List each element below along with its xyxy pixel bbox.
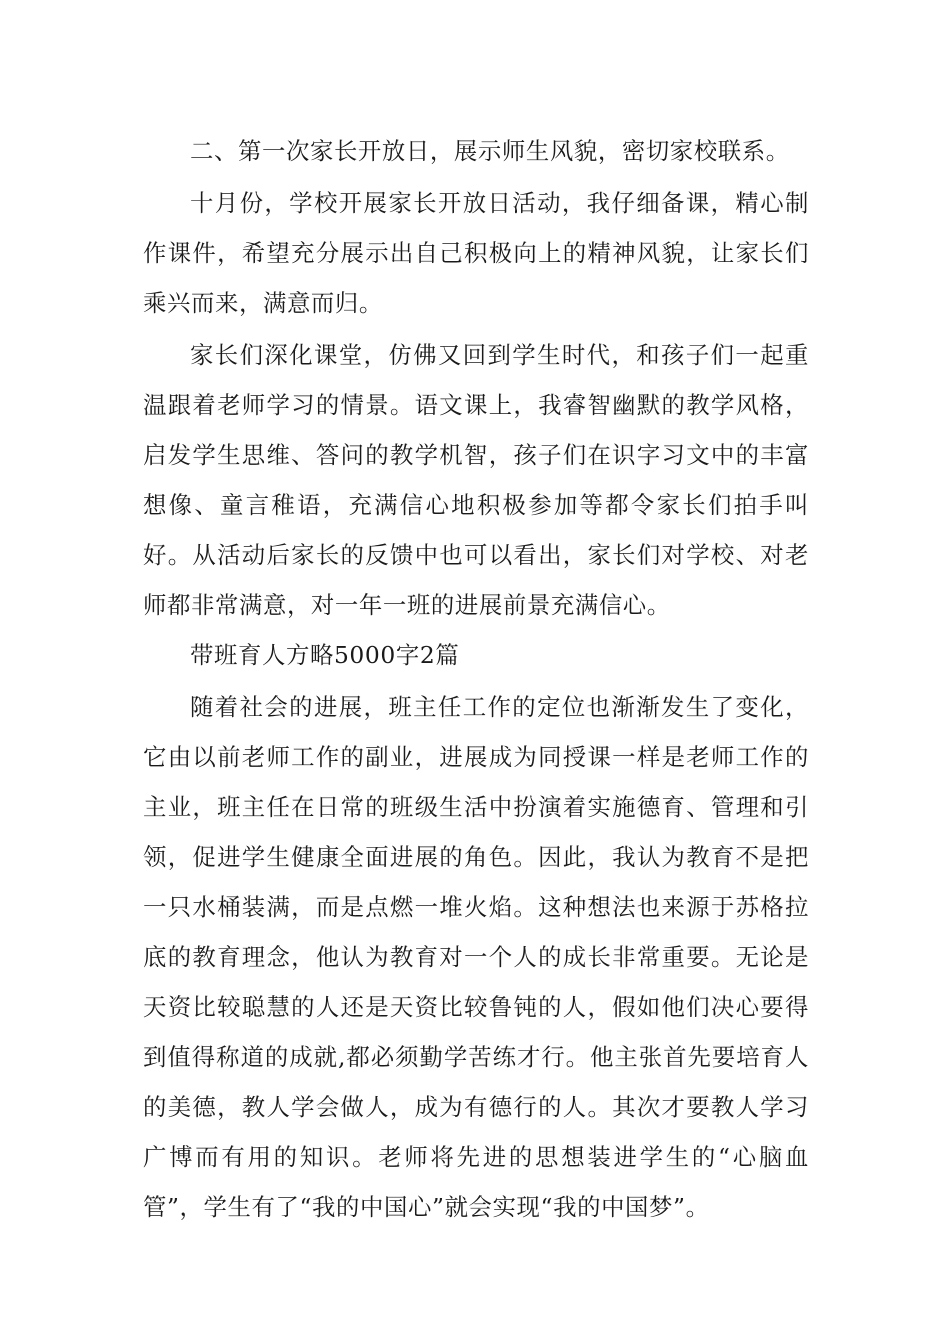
document-body [143,126,809,1232]
paragraph-open-day-intro: 十月份，学校开展家长开放日活动，我仔细备课，精心制作课件，希望充分展示出自己积极向上的精神风貌，让家长们乘兴而来，满意而归。 [143,189,809,317]
paragraph-head-teacher-role: 随着社会的进展，班主任工作的定位也渐渐发生了变化，它由以前老师工作的副业，进展成为同授课一样是老师工作的主业，班主任在日常的班级生活中扮演着实施德育、管理和引领，促进学生健康全面进展的角色。因此，我认为教育不是把一只水桶装满，而是点燃一堆火焰。这种想法也来源于苏格拉底的教育理念，他认为教育对一个人的成长非常重要。无论是天资比较聪慧的人还是天资比较鲁钝的人，假如他们决心要得到值得称道的成就,都必须勤学苦练才行。他主张首先要培育人的美德，教人学会做人，成为有德行的人。其次才要教人学习广博而有用的知识。老师将先进的思想装进学生的“心脑血管”，学生有了“我的中国心”就会实现“我的中国梦”。 [143,693,809,1221]
section-heading-open-day: 二、第一次家长开放日，展示师生风貌，密切家校联系。 [190,137,790,165]
paragraph-parents-classroom: 家长们深化课堂，仿佛又回到学生时代，和孩子们一起重温跟着老师学习的情景。语文课上，我睿智幽默的教学风格，启发学生思维、答问的教学机智，孩子们在识字习文中的丰富想像、童言稚语，充满信心地积极参加等都令家长们拍手叫好。从活动后家长的反馈中也可以看出，家长们对学校、对老师都非常满意，对一年一班的进展前景充满信心。 [143,341,809,619]
section-heading-strategy: 带班育人方略5000字2篇 [190,641,460,669]
